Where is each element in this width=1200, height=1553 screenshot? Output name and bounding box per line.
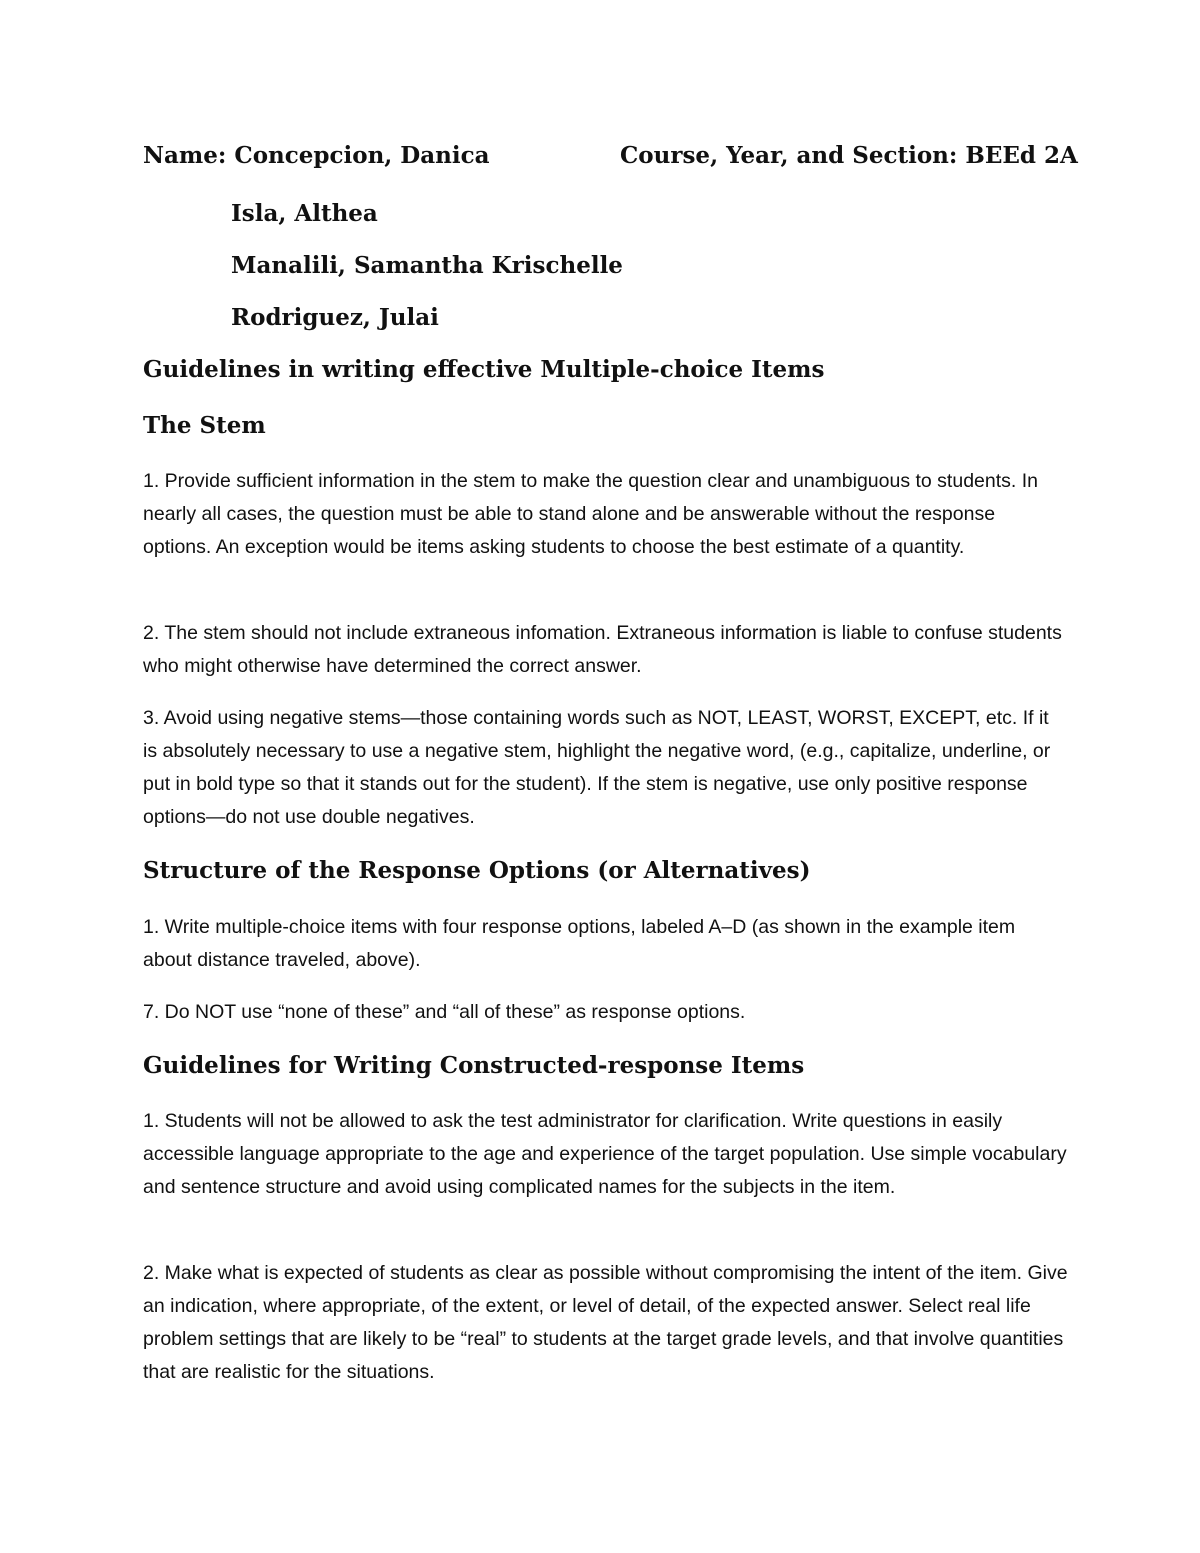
constructed-response-heading: Guidelines for Writing Constructed-response Items xyxy=(143,1052,805,1079)
response-options-heading: Structure of the Response Options (or Alternatives) xyxy=(143,857,811,884)
response-option-item: 7. Do NOT use “none of these” and “all of these” as response options. xyxy=(143,1001,746,1023)
group-member: Rodriguez, Julai xyxy=(231,304,439,331)
stem-heading: The Stem xyxy=(143,412,266,439)
main-title: Guidelines in writing effective Multiple-choice Items xyxy=(143,356,825,383)
constructed-response-item: 1. Students will not be allowed to ask the test administrator for clarification. Write questions in easily accessible language appropriate to the age and experience of the target population. Use simple vocabulary and sentence structure and avoid using complicated names for the subjects in the item. xyxy=(143,1110,1067,1198)
stem-item: 2. The stem should not include extraneous infomation. Extraneous information is liable to confuse students who might otherwise have determined the correct answer. xyxy=(143,622,1062,677)
group-member: Isla, Althea xyxy=(231,200,378,227)
course-section-label: Course, Year, and Section: BEEd 2A xyxy=(620,142,1078,169)
constructed-response-item: 2. Make what is expected of students as clear as possible without compromising the intent of the item. Give an indication, where appropriate, of the extent, or level of detail, of the expected answer. Select real life problem settings that are likely to be “real” to students at the target grade levels, and that involve quantities that are realistic for the situations. xyxy=(143,1262,1068,1383)
response-option-item: 1. Write multiple-choice items with four response options, labeled A–D (as shown in the example item about distance traveled, above). xyxy=(143,916,1016,971)
name-label: Name: Concepcion, Danica xyxy=(143,142,490,169)
group-member: Manalili, Samantha Krischelle xyxy=(231,252,623,279)
stem-item: 1. Provide sufficient information in the stem to make the question clear and unambiguous to students. In nearly all cases, the question must be able to stand alone and be answerable without the response options. An exception would be items asking students to choose the best estimate of a quantity. xyxy=(143,470,1038,558)
stem-item: 3. Avoid using negative stems—those containing words such as NOT, LEAST, WORST, EXCEPT, etc. If it is absolutely necessary to use a negative stem, highlight the negative word, (e.g., capitalize, underline, or put in bold type so that it stands out for the student). If the stem is negative, use only positive response options—do not use double negatives. xyxy=(143,707,1051,828)
header-row xyxy=(143,142,1078,176)
